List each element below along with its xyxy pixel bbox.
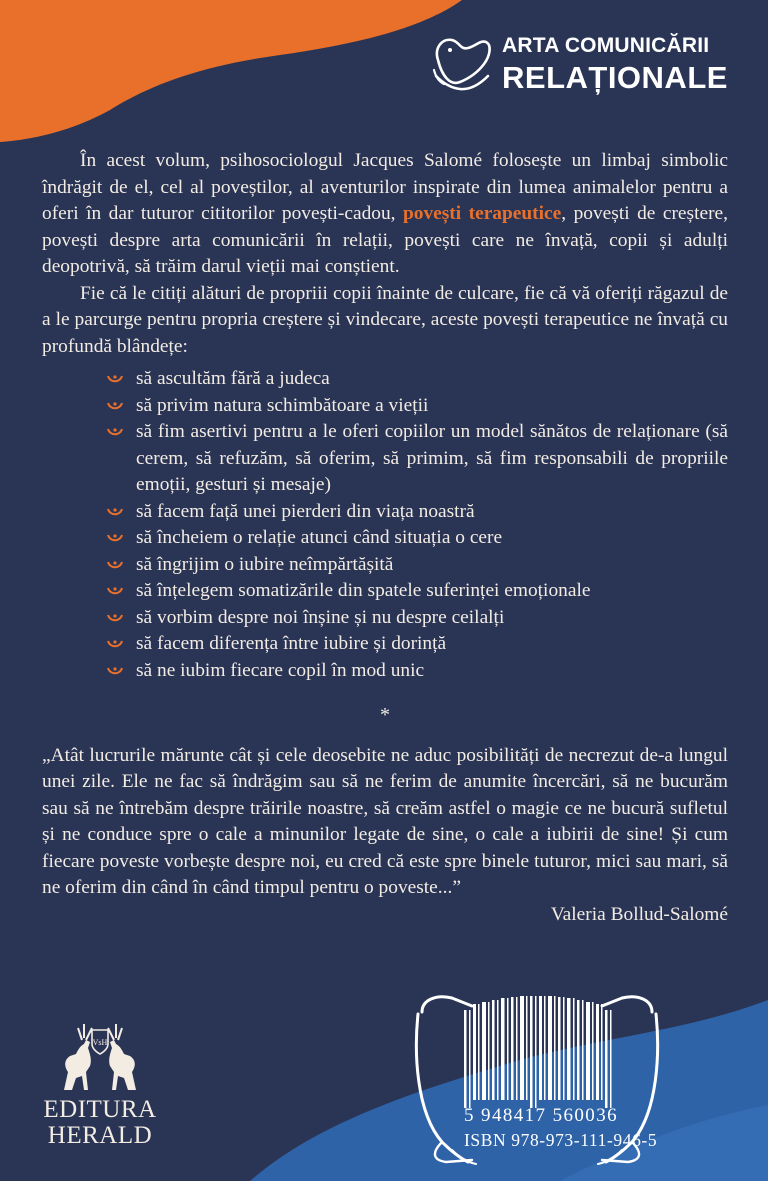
bird-hands-icon — [430, 32, 494, 94]
paragraph-intro-end: , povești de creștere, povești despre arta comunicării în relații, povești care ne învață, copii și adulți deopotrivă, să trăim darul vieții mai conștient. — [42, 203, 728, 277]
list-item: să ne iubim fiecare copil în mod unic — [136, 658, 728, 685]
bullet-icon — [106, 400, 124, 412]
bullet-icon — [106, 373, 124, 385]
list-item: să înțelegem somatizările din spatele suferinței emoționale — [136, 578, 728, 605]
list-item: să vorbim despre noi înșine și nu despre ceilalți — [136, 605, 728, 632]
publisher-name-line2: HERALD — [47, 1122, 153, 1149]
publisher-monogram: VsH — [92, 1038, 108, 1047]
bullet-icon — [106, 559, 124, 571]
list-item: să îngrijim o iubire neîmpărtășită — [136, 552, 728, 579]
list-item: să fim asertivi pentru a le oferi copiilor un model sănătos de relaționare (să cerem, să refuzăm, să oferim, să primim, să fim responsabili de propriile emoții, gesturi și mesaje) — [136, 419, 728, 499]
bullet-icon — [106, 585, 124, 597]
list-item: să ascultăm fără a judeca — [136, 366, 728, 393]
bullet-icon — [106, 532, 124, 544]
bullet-icon — [106, 665, 124, 677]
bullet-icon — [106, 638, 124, 650]
list-item: să încheiem o relație atunci când situația o cere — [136, 525, 728, 552]
paragraph-intro-start: În acest volum, psihosociologul Jacques Salomé folosește un limbaj simbolic îndrăgit de el, cel al poveștilor, al aventurilor inspirate din lumea animalelor pentru a oferi în dar tuturor cititorilor povești-cadou, — [42, 150, 728, 224]
bullet-icon — [106, 612, 124, 624]
bullet-icon — [106, 426, 124, 438]
blurb-text — [42, 148, 728, 928]
series-title-line1: ARTA COMUNICĂRII — [502, 34, 710, 57]
series-title — [430, 30, 740, 100]
publisher-logo — [40, 1020, 160, 1160]
section-separator: * — [380, 704, 390, 726]
list-item: să facem diferența între iubire și dorință — [136, 631, 728, 658]
list-item: să privim natura schimbătoare a vieții — [136, 393, 728, 420]
bullet-icon — [106, 506, 124, 518]
barcode-bars — [464, 996, 612, 1108]
deer-crest-icon — [54, 1020, 146, 1096]
quote-text: „Atât lucrurile mărunte cât și cele deosebite ne aduc posibilități de necrezut de-a lungul unei zile. Ele ne fac să îndrăgim sau să ne ferim de anumite încercări, să ne bucurăm sau să ne întrebăm despre trăirile noastre, să creăm astfel o magie ce ne bucură sufletul și ne conduce spre o cale a minunilor legate de sine, o cale a iubirii de sine! Și cum fiecare poveste vorbește despre noi, eu cred că este spre binele tuturor, mici sau mari, să ne oferim din când în când timpul pentru o poveste...” — [42, 744, 728, 898]
highlight-phrase: povești terapeutice — [402, 203, 562, 224]
lessons-list — [42, 366, 728, 684]
barcode-area — [412, 992, 662, 1170]
quote-author: Valeria Bollud-Salomé — [550, 903, 728, 925]
list-item: să facem față unei pierderi din viața noastră — [136, 499, 728, 526]
series-title-line2: RELAȚIONALE — [502, 60, 728, 95]
barcode-number: 5 948417 560036 — [464, 1105, 618, 1126]
orange-wave-shape — [0, 0, 462, 142]
paragraph-intro — [42, 148, 728, 281]
paragraph-second: Fie că le citiți alături de propriii copii înainte de culcare, fie că vă oferiți răgazul de a le parcurge pentru propria creștere și vindecare, aceste povești terapeutice ne învață cu profundă blândețe: — [42, 282, 728, 357]
publisher-name-line1: EDITURA — [43, 1096, 157, 1123]
isbn-text: ISBN 978-973-111-946-5 — [464, 1130, 658, 1150]
